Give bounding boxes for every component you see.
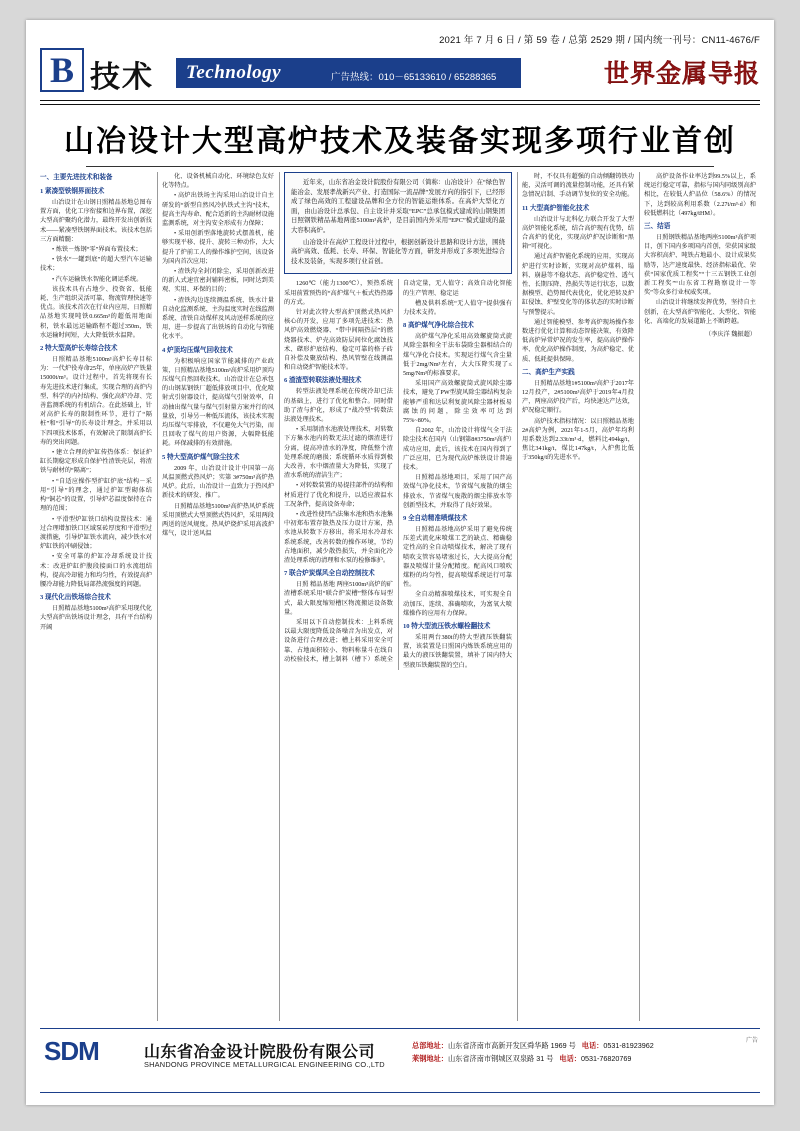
body-paragraph: 日照精品基地项目，采用了国产高效煤气净化技术，节省煤气废散的烟尘排放水、节省煤气废散的烟尘排放水等创新型技术，并取得了良好效果。 <box>403 474 512 509</box>
body-paragraph: • 采用制渣水池液处理技术，对转数下方集水池内的数无法过滤的烟渣进行分离，提高冲渣水的净度，降低整个渣处理系统的磨损；系统循环水质得到极大改善，水中烟渣量大为降低，实现了渣水系统的清洁生产； <box>284 426 393 480</box>
body-paragraph: • 汽车运输铁水智能化调运系统。 <box>52 275 143 283</box>
body-paragraph: 山冶设计与北科亿力联合开发了大型高炉智能化系统，结合高炉现有优势，结合高炉的优化，实现高炉炉况诊断和“黑箱”可视化。 <box>522 215 634 251</box>
body-paragraph: 日照精品基地5100m³高炉采用现代化大型高炉出铁场设计理念，具有平台结构开阔 <box>40 605 152 631</box>
company-name-en: SHANDONG PROVINCE METALLURGICAL ENGINEERING CO.,LTD <box>144 1060 385 1069</box>
masthead-divider <box>40 100 760 101</box>
column-3 <box>284 172 512 1021</box>
body-paragraph: • 对转数装置的易提挂部件的结构和材质进行了优化和提升，以适应液温水工况条件，提高设备寿命； <box>284 482 393 508</box>
sdm-logo <box>44 1037 140 1077</box>
article-byline: （李庆洋 魏振超） <box>704 331 756 339</box>
body-paragraph: 时，不仅具有超强的自动倾翻铸铁功能，灵活可调的流量控制功能，还具有紧急情况启制、手动调节复位的安全功能。 <box>522 173 634 199</box>
section-heading: 11 大型高炉智能化技术 <box>522 204 590 212</box>
body-paragraph: 采用两台380t的特大型液压铁翻装置，该装置是日照国内炼铁系统应用的最大的液压铁翻装置，填补了国内特大型液压铁翻装置的空白。 <box>403 634 512 669</box>
body-paragraph: • 建立合理的炉缸传热体系：保证炉缸长期稳定形成自保护性渣铁壳层，将渣铁与耐材的“隔离”； <box>40 449 152 475</box>
body-paragraph: • 渣铁沟边连续测温系统、铁水计量自动化监测系统、主沟温度实时在线监测系统、渣铁自动煤样及风动送样系统的应用，进一步提高了出铁场的自动化与智能化水平。 <box>162 296 274 341</box>
article-body <box>40 172 760 1021</box>
body-paragraph: 通过智能模型、参考高炉现场操作参数进行优化计算和动态智能决策，有效降低高炉异常炉况的发生率，提高高炉操作率、优化高炉操作制度，为高炉稳定、优质、低耗提供保障。 <box>522 318 634 363</box>
phone-number: 0531-76820769 <box>580 1054 632 1063</box>
body-paragraph: • “自适应操作型炉缸炉底”结构－采用“引导”的理念，通过炉缸型砌体结构“铜芯”的设置，引导炉芯温度保持在合理的范围； <box>40 477 152 513</box>
column-2 <box>162 172 274 1021</box>
column-5 <box>644 172 756 1021</box>
body-paragraph: 高炉煤气净化采用高效螺旋筒式旋风除尘器和全干法布袋除尘器相结合的煤气净化合技术。实现运行煤气含尘量低于2mg/Nm³左右，大大压降实现了≤ 5mg/Nm³的标准要求。 <box>403 333 512 377</box>
body-paragraph: 为积极响应国家节能减排的产业政策，日照精品基地5100m³高炉采用炉顶均压煤气自然回收技术。山冶设计在总承包的山钢某钢铁厂超低排放项目中，优化喷射式引射器设计，提高煤气引射效率，自动抽出煤气量与煤气引射量方案并行的风量放，引导另一种低压流体，该技术实现均压煤气零排放，不仅避免大气污染，而且回收了煤气的用户资源，大幅降低能耗。环保减排的有效措施。 <box>162 357 274 448</box>
section-heading: 5 特大型高炉煤气除尘技术 <box>162 453 240 461</box>
body-paragraph: 日照 精品基地 两座5100m³高炉的矿渣槽系统采用“联合炉炭槽”整体布局型式，最大限度缩短槽区物流搬运设备数量。 <box>284 581 393 616</box>
body-paragraph: • 改进性使凹凸法集水池和热水池集中初郑布置存散热及压力设计方案，热水池从转数下方移出，将采用水冷却水系统系统，改善转数的操作环境，节约占地面积，减少散热损失，并全面化冷渣处理系统的清理和水泵的检修维护。 <box>284 511 393 565</box>
section-heading: 1 紧凑型铁钢界面技术 <box>40 188 105 195</box>
body-paragraph: 采用以下自动控制技术：上料系统以最大限度降低设备噪音为出发点，对设备进行合理改进；槽上料采用安全可靠、占地面积较小、物料称量斗在线自动校验技术，槽上制料（槽下）系统全自动定量，无人值守；高效自动化智能的生产管理、稳定运 <box>284 280 512 663</box>
body-paragraph: 高炉设备作业率达到99.5%以上，系统运行稳定可靠，指标与国内同级别高炉相比，在较低人炉品位（58.6%）的情况下，达到较高利用系数（2.27t/m³·d）和较低燃料比（497kg/tHM）。 <box>644 173 756 217</box>
ad-label: 广告 <box>745 1038 758 1044</box>
body-paragraph: 槽及供料系统“无人值守”提供强有力技术支持。 <box>403 299 512 316</box>
body-paragraph: 山冶设计将继续发挥优势，坚持自主创新，在大型高炉智能化、大型化、智能化、高端化的发展道路上不断跨越。 <box>644 299 756 325</box>
section-heading: 2 特大型高炉长寿综合技术 <box>40 345 118 353</box>
column-rule <box>639 172 640 1021</box>
body-paragraph: 全自动精准喷煤技术，可实现全自动加压、连续、准确喷吹，为富氧大喷煤操作的应用有力保障。 <box>403 591 512 617</box>
body-paragraph: • 平滑型炉缸铁口结构设置技术：通过合理增加铁口区域泵砖厚度和平滑型过渡措施，引导炉缸铁水流向，减少铁水对炉缸铁的冲刷侵蚀； <box>40 515 152 551</box>
body-paragraph: 针对此次特大型高炉顶燃式热风炉核心的开发，应用了多项先进技术：热风炉高效燃烧器、“带中间隔热层”的燃烧器技术、炉壳高效防层间位化腐蚀技术、磔形炉底结构、稳定可靠的格子砖自补偿及聚放结构、热风管壁在线测温和自动烧炉智能技术等。 <box>284 308 393 372</box>
masthead-divider-thin <box>40 104 760 105</box>
phone-label: 电话： <box>559 1054 581 1063</box>
phone-label: 电话： <box>581 1041 604 1050</box>
body-paragraph: • 安全可靠的炉缸冷却系统设计技术：改进炉缸炉腹段接面口的水流组结构，提高冷却能力和均匀性，有效提高炉腰冷却能力降低局部热流强度的问题。 <box>40 553 152 588</box>
body-paragraph: 日照精品基地1#5100m³高炉于2017年12月投产，2#5100m³高炉于2019年4月投产，两座高炉投产后，均快速达产达效，炉况稳定顺行。 <box>522 379 634 415</box>
section-name-en: Technology <box>186 62 282 83</box>
body-paragraph: 日照精品基地5100m³高炉长寿目标为：一代炉役寿命25年，单座高炉产铁量15000t/m³。设计过程中，首先将现有长寿先进技术进行集成，实现合理的高炉内型、科学的内衬结构、强化高炉冷却、完善监测系统的有机结合。在此基础上，针对高炉长寿的限制性环节，进行了“隔桩”和“引导”的长寿设计理念，并采用以下四项技术体系，有效解决了限制高炉长寿的突出问题。 <box>40 356 152 446</box>
phone-number: 0531-81923962 <box>603 1041 654 1050</box>
body-paragraph: 该技术具有占地少、投资省、低能耗、生产组织灵活可靠、物流管理快速等优点。该技术首次在行业内应用，日照精品基地实现吨铁0.665m³的超低用地面积，铁水最远运输路程不超过350m，铁水运输时间短，大大降低铁水温降。 <box>40 285 152 339</box>
lead-paragraph: 山冶设计在高炉工程设计过程中，根据创新设计思路和设计方法，围绕高炉高效、低耗、长寿、环保、智能化等方面，研发并形成了多项先进综合技术及装备，实现多项行业首创。 <box>291 238 505 265</box>
body-paragraph: 1260℃（能力1300℃），预热系统采用前置预热的“高炉煤气＋板式热热器的方式。 <box>284 280 393 306</box>
section-heading: 10 特大型流压铁水螺栓翻技术 <box>403 623 491 631</box>
section-heading: 9 全自动精准喷煤技术 <box>403 515 468 523</box>
body-paragraph: 山冶设计在山钢日照精品基地总图布置方面，优化工序衔接和边界布置，深挖大型高炉聚约化潜力，最终开发出创新技术——紧凑型铁钢界面技术。该技术包括三方面精髓： <box>40 199 152 243</box>
address-line <box>412 1039 730 1052</box>
lead-paragraph: 近年来，山东省冶金设计院股份有限公司（简称：山冶设计）在“绿色智能冶金、发展孝战新兴产业、打造国际一流品牌”发展方向的指引下，已经形成了绿色高效的工程建设品牌和全方位的智能运维体系。在高炉大型化方面，由山冶设计总承包、自主设计并采取“EPC”总承包模式建成的山钢集团日照钢铁精品基地两座5100m³高炉，是目前国内外采用“EPC”模式建成的最大容积高炉。 <box>291 179 505 234</box>
body-paragraph: 转型法液处理系统在传统冷却已法的基础上，进行了优化和整合。同时借助了渣与炉化，形成了“战冷型”转数法法液处理技术。 <box>284 388 393 423</box>
body-paragraph: 自2002 年，山冶设计将煤气全干法除尘技术在国内（山钢第8#3750m³高炉）成功应用，此后，该技术在国内得到了广泛应用，已为现代高炉炼铁设计普遍技术。 <box>403 427 512 471</box>
body-paragraph: 日照钢铁精品基地两座5100m³高炉项目，创下国内多项国内首创，荣获国家级大容积高炉、吨铁占地最小、设计成果奖励等，达产速度最快、经济指标最优、荣获“国家优质工程奖”“十三五钢铁工业创新工程奖”“山东省工程勘察设计一等奖”等众多行业权威奖项。 <box>644 234 756 297</box>
body-paragraph: 日照精品基地5100m³高炉热风炉系统采用顶燃式大型顶燃式热风炉，采用两段两送的送风规度。热风炉烧炉采用高波炉煤气，设计送风温 <box>162 502 274 538</box>
body-paragraph: 通过高炉智能化系统的应用，实现高炉进行实时诊断，实现对高炉煤料、塌料、崩悬等不稳状态、高炉稳定性、透气性、长期压降、热损失等运行状态，以数据模型、趋势图代表优化，优化逆转及炉缸侵蚀、炉壁变化等的体状态的实时诊断与预警提示。 <box>522 253 634 316</box>
newspaper-page <box>26 20 774 1105</box>
body-paragraph: 化、设备机械自动化、环境绿色友好化等特点。 <box>162 173 274 190</box>
paper-title: 世界金属导报 <box>603 59 760 88</box>
body-paragraph: • 高炉出铁场主沟采用山冶设计自主研发的“新型自然风冷扒铁式主沟”技术，提高主沟寿命、配合适新的主沟耐材设施监测系统，对主沟安全形成有力保障； <box>162 192 274 228</box>
section-letter: B <box>40 48 84 92</box>
column-1 <box>40 172 152 1021</box>
column-3-body <box>284 279 512 670</box>
body-paragraph: 日照精品基地高炉采用了避免传统压差式流化床喷煤工艺的缺点、精确稳定性高的全自动喷煤技术，解决了现有喷吹支管容易堵塞过长，大大提高分配器及喷煤计量分配精度。配高风口喷吹煤粉的均匀性，提高喷煤系统运行可靠性。 <box>403 526 512 589</box>
footer-divider <box>40 1092 760 1093</box>
lead-paragraph-box <box>284 172 512 274</box>
section-heading: 8 高炉煤气净化综合技术 <box>403 322 474 330</box>
section-heading: 7 联合炉炭煤风全自动控制技术 <box>284 570 375 578</box>
column-5-body <box>644 172 756 326</box>
address-label: 总部地址： <box>412 1041 448 1050</box>
article-headline: 山冶设计大型高炉技术及装备实现多项行业首创 <box>64 124 736 159</box>
section-heading: 4 炉顶均压煤气回收技术 <box>162 346 233 354</box>
column-rule <box>517 172 518 1021</box>
body-paragraph: 2009 年，山冶设计设计中国第一高风温顶燃式热风炉；实第 3#750m³高炉热风炉。此后，山冶设计一直致力于热风炉新技术的研发、推广。 <box>162 464 274 500</box>
column-4 <box>522 172 634 1021</box>
address-line <box>412 1052 730 1065</box>
address-text: 山东省济南市钢城区双泉路 31 号 <box>447 1054 560 1063</box>
address-text: 山东省济南市高新开发区舜华路 1969 号 <box>447 1041 582 1050</box>
body-paragraph: • 渣铁沟全封闭除尘，采用创新改进的新人式速宜密封辅料密板，同时达到美观、实用、环保的目的； <box>162 268 274 294</box>
body-paragraph: • 铁水“一罐到底”的超大型汽车运输技术； <box>40 256 152 273</box>
body-paragraph: • 采用创新型落地旋转式摆盖机，能够实现平移、提升、旋转三种动作，大大提升了炉前工人的操作维护空间，该设备为国内首次应用； <box>162 230 274 265</box>
footer-advertisement <box>40 1028 760 1087</box>
body-paragraph: • 炼铁－炼钢“零”界面布置技术； <box>52 246 142 254</box>
section-name-cn: 技术 <box>90 60 154 95</box>
body-paragraph: 采用国产高效螺旋筒式旋风除尘器技术，避免了PW型旋风除尘器结构复杂能够严重和达层利复旋风除尘器材板易腐蚀的问题，除尘效率可达到75%~80%。 <box>403 380 512 424</box>
company-name-cn: 山东省冶金设计院股份有限公司 <box>144 1042 376 1061</box>
body-paragraph: 高炉技术指标情况：以日照精品基地2#高炉为例，2021年1-5月，高炉年均利用系数达到2.33t/m³·d，燃料比494kg/t，焦比341kg/t，煤比147kg/t，入炉焦比低于350kg/t的先进水平。 <box>522 417 634 462</box>
column-rule <box>157 172 158 1021</box>
section-heading: 3 现代化出铁场综合技术 <box>40 594 111 602</box>
issue-info: 2021 年 7 月 6 日 / 第 59 卷 / 总第 2529 期 / 国内统一刊号：CN11-4676/F <box>439 35 760 46</box>
section-heading: 三、结语 <box>644 223 671 231</box>
logo-text: SDM <box>44 1036 99 1066</box>
headline-divider <box>86 166 714 167</box>
column-rule <box>279 172 280 1021</box>
address-label: 莱钢地址： <box>412 1054 448 1063</box>
section-heading: 6 渣渣型转联法液处理技术 <box>284 377 362 385</box>
section-heading: 一、主要先进技术和装备 <box>40 174 113 181</box>
masthead <box>26 20 774 106</box>
ad-hotline: 广告热线：010－65133610 / 65288365 <box>331 72 497 83</box>
company-addresses <box>412 1039 730 1065</box>
section-heading: 二、高炉生产实践 <box>522 368 575 376</box>
